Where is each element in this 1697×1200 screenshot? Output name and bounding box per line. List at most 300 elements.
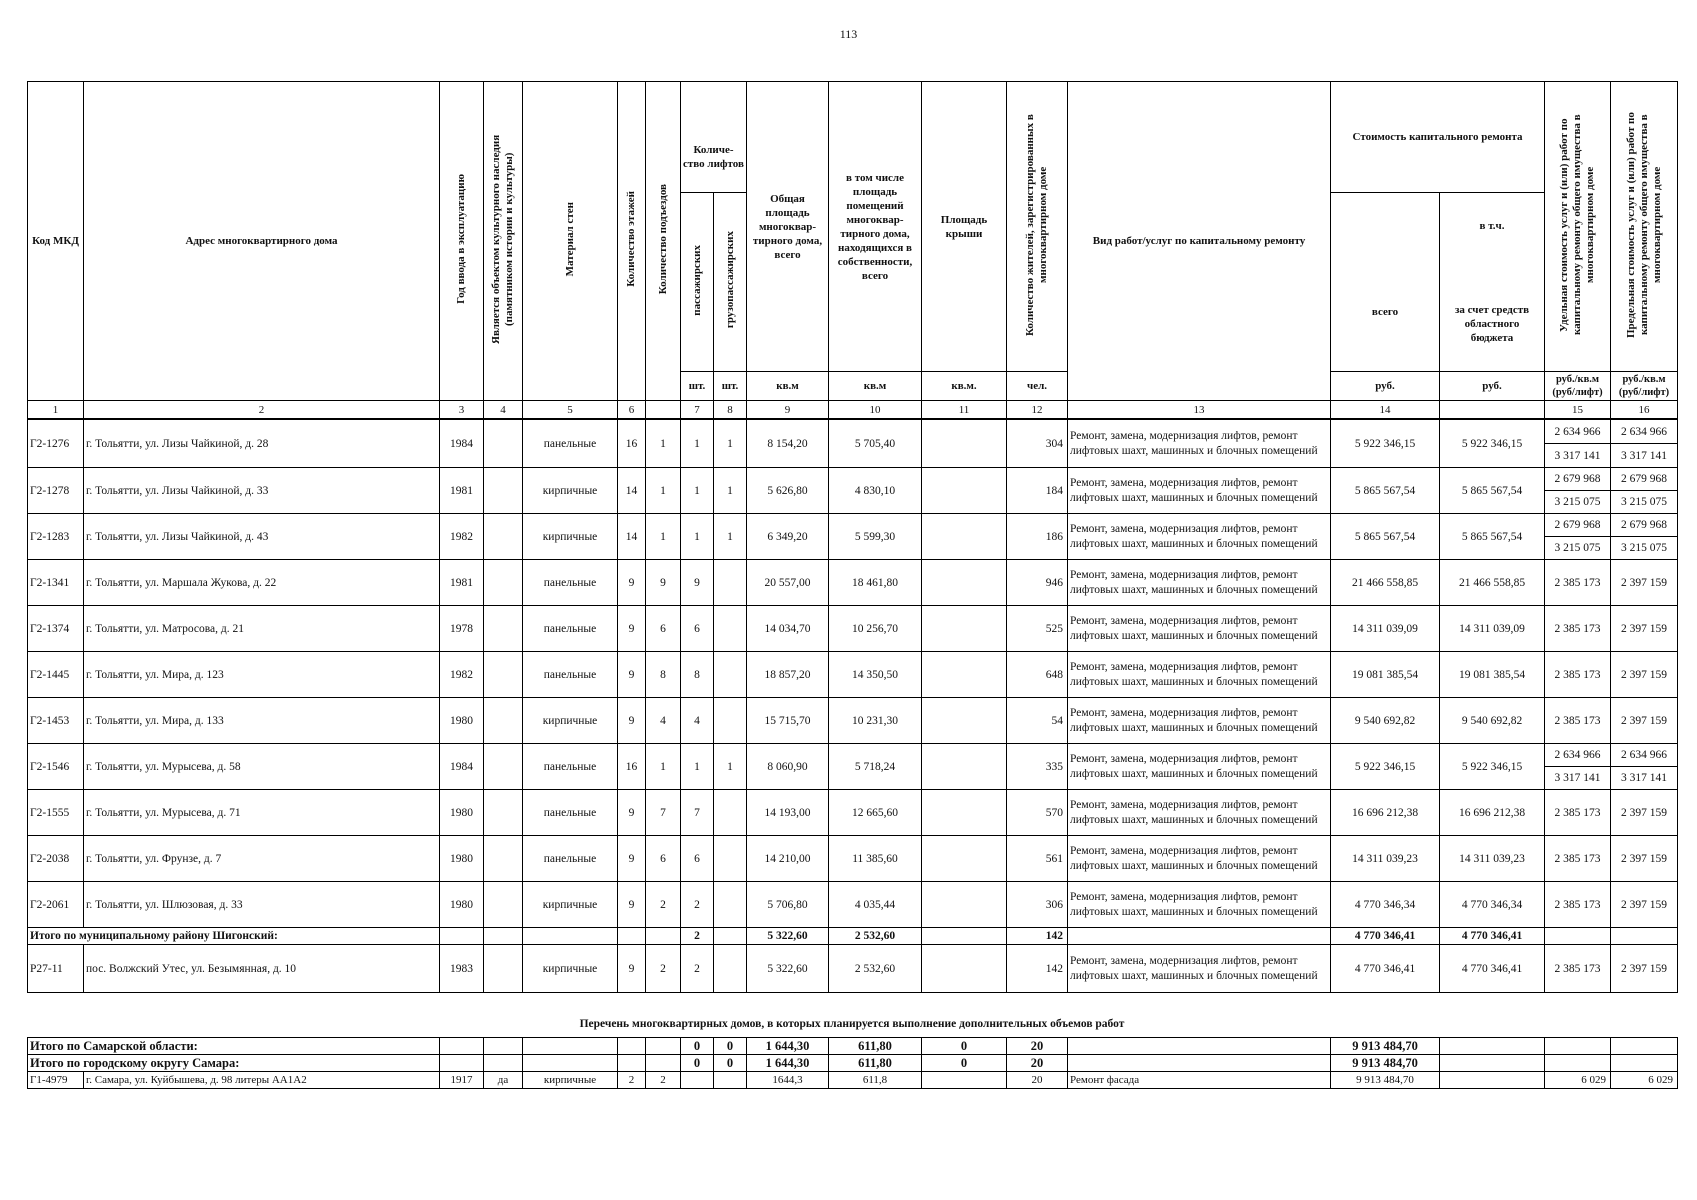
cell-total-area: 8 154,20: [747, 419, 829, 468]
cell-passenger-lifts: 6: [681, 836, 714, 882]
cell-freight-lifts: 1: [714, 468, 747, 514]
cell-residents: 570: [1007, 790, 1068, 836]
cell-work-type: Ремонт, замена, модернизация лифтов, ремонт лифтовых шахт, машинных и блочных помещений: [1068, 468, 1331, 514]
cell-owned-area: 4 830,10: [829, 468, 922, 514]
empty-cell: [1068, 928, 1331, 945]
cell-work-type: Ремонт, замена, модернизация лифтов, ремонт лифтовых шахт, машинных и блочных помещений: [1068, 514, 1331, 560]
total-label: Итого по городскому округу Самара:: [28, 1055, 440, 1072]
cell-passenger-lifts: 1: [681, 744, 714, 790]
column-number: 5: [523, 401, 618, 420]
column-number: 16: [1611, 401, 1678, 420]
cell-wall: кирпичные: [523, 945, 618, 993]
header-entrances: Количество подъездов: [646, 82, 681, 401]
cell-code: Г2-1283: [28, 514, 84, 560]
subtotal-total: 4 770 346,41: [1331, 928, 1440, 945]
total-residents: 20: [1007, 1038, 1068, 1055]
cell-entrances: 2: [646, 882, 681, 928]
cell-freight-lifts: [714, 945, 747, 993]
total-freight: 0: [714, 1055, 747, 1072]
cell-roof-area: [922, 698, 1007, 744]
cell-wall: панельные: [523, 744, 618, 790]
cell-limit-cost: 2 397 159: [1611, 606, 1678, 652]
cell-heritage: [484, 744, 523, 790]
empty-cell: [646, 928, 681, 945]
cell-heritage: да: [484, 1072, 523, 1089]
header-residents: Количество жителей, зарегистрированных в многоквартирном доме: [1007, 82, 1068, 372]
header-heritage: Является объектом культурного наследия (памятником истории и культуры): [484, 82, 523, 401]
cell-regional-cost: 9 540 692,82: [1440, 698, 1545, 744]
column-number: 12: [1007, 401, 1068, 420]
cell-total-cost: 14 311 039,09: [1331, 606, 1440, 652]
empty-cell: [523, 928, 618, 945]
cell-total-cost: 21 466 558,85: [1331, 560, 1440, 606]
cell-total-cost: 14 311 039,23: [1331, 836, 1440, 882]
column-number: 11: [922, 401, 1007, 420]
cell-code: Г2-1546: [28, 744, 84, 790]
empty-cell: [440, 928, 484, 945]
cell-floors: 9: [618, 606, 646, 652]
cell-residents: 186: [1007, 514, 1068, 560]
cell-work-type: Ремонт, замена, модернизация лифтов, ремонт лифтовых шахт, машинных и блочных помещений: [1068, 882, 1331, 928]
table-row: [28, 790, 1678, 836]
cell-total-area: 14 210,00: [747, 836, 829, 882]
cell-unit-cost: 2 385 173: [1545, 606, 1611, 652]
cell-year: 1980: [440, 790, 484, 836]
cell-address: г. Тольятти, ул. Матросова, д. 21: [84, 606, 440, 652]
table-row: [28, 945, 1678, 993]
table-row: [28, 836, 1678, 882]
header-incl: в т.ч.: [1479, 220, 1505, 232]
cell-work-type: Ремонт, замена, модернизация лифтов, ремонт лифтовых шахт, машинных и блочных помещений: [1068, 652, 1331, 698]
header-lifts: Количе-ство лифтов: [681, 82, 747, 193]
cell-floors: 9: [618, 790, 646, 836]
table-body: [28, 419, 1678, 993]
column-number: 8: [714, 401, 747, 420]
cell-limit-cost: 2 397 159: [1611, 698, 1678, 744]
total-region-row: [28, 1038, 1678, 1055]
header-cost: Стоимость капитального ремонта: [1331, 82, 1545, 193]
header-unit-cost: Удельная стоимость услуг и (или) работ по капитальному ремонту общего имущества в многоквартирном доме: [1545, 82, 1611, 372]
header-owned-area: в том числе площадь помещений многоквар-тирного дома, находящихся в собственности, всего: [829, 82, 922, 372]
cell-address: г. Тольятти, ул. Мира, д. 123: [84, 652, 440, 698]
subtotal-residents: 142: [1007, 928, 1068, 945]
table-row: [28, 468, 1678, 491]
cell-total-area: 20 557,00: [747, 560, 829, 606]
cell-year: 1980: [440, 882, 484, 928]
cell-total-cost: 5 922 346,15: [1331, 419, 1440, 468]
cell-wall: панельные: [523, 790, 618, 836]
cell-total-area: 15 715,70: [747, 698, 829, 744]
table-row: [28, 606, 1678, 652]
table-row: [28, 698, 1678, 744]
cell-regional-cost: 19 081 385,54: [1440, 652, 1545, 698]
subtotal-regional: 4 770 346,41: [1440, 928, 1545, 945]
cell-residents: 648: [1007, 652, 1068, 698]
column-number: 3: [440, 401, 484, 420]
cell-owned-area: 2 532,60: [829, 945, 922, 993]
cell-code: Г2-1453: [28, 698, 84, 744]
cell-code: Г2-1341: [28, 560, 84, 606]
header-roof-area: Площадь крыши: [922, 82, 1007, 372]
cell-unit-cost: 3 317 141: [1545, 767, 1611, 790]
total-pass: 0: [681, 1038, 714, 1055]
cell-roof-area: [922, 468, 1007, 514]
cell-address: г. Тольятти, ул. Маршала Жукова, д. 22: [84, 560, 440, 606]
cell-heritage: [484, 698, 523, 744]
cell-floors: 14: [618, 514, 646, 560]
cell-regional-cost: 5 922 346,15: [1440, 419, 1545, 468]
table-row: [28, 744, 1678, 767]
cell-floors: 9: [618, 698, 646, 744]
cell-roof-area: [922, 514, 1007, 560]
total-area-own: 611,80: [829, 1055, 922, 1072]
cell-heritage: [484, 945, 523, 993]
cell-regional-cost: 5 865 567,54: [1440, 468, 1545, 514]
cell-limit-cost: 3 215 075: [1611, 537, 1678, 560]
cell-unit-cost: 2 679 968: [1545, 468, 1611, 491]
cell-entrances: 7: [646, 790, 681, 836]
empty-cell: [922, 928, 1007, 945]
header-wall-material: Материал стен: [523, 82, 618, 401]
cell-entrances: 4: [646, 698, 681, 744]
unit-m2: кв.м: [829, 372, 922, 401]
column-number: 6: [618, 401, 646, 420]
cell-total-area: 6 349,20: [747, 514, 829, 560]
cell-code: Г2-1278: [28, 468, 84, 514]
cell-residents: 184: [1007, 468, 1068, 514]
cell-owned-area: 12 665,60: [829, 790, 922, 836]
total-roof: 0: [922, 1038, 1007, 1055]
cell-heritage: [484, 790, 523, 836]
cell-freight-lifts: [714, 652, 747, 698]
cell-regional-cost: 4 770 346,34: [1440, 882, 1545, 928]
cell-total-cost: 19 081 385,54: [1331, 652, 1440, 698]
cell-total-cost: 5 922 346,15: [1331, 744, 1440, 790]
cell-code: Г2-2061: [28, 882, 84, 928]
empty-cell: [618, 928, 646, 945]
cell-passenger-lifts: 6: [681, 606, 714, 652]
cell-code: Г2-1374: [28, 606, 84, 652]
empty-cell: [1611, 928, 1678, 945]
cell-address: пос. Волжский Утес, ул. Безымянная, д. 10: [84, 945, 440, 993]
cell-floors: 9: [618, 652, 646, 698]
cell-year: 1917: [440, 1072, 484, 1089]
empty-cell: [1545, 928, 1611, 945]
total-area: 1 644,30: [747, 1055, 829, 1072]
column-number: 7: [681, 401, 714, 420]
header-address: Адрес многоквартирного дома: [84, 82, 440, 401]
header-work-type: Вид работ/услуг по капитальному ремонту: [1068, 82, 1331, 401]
cell-total-area: 5 706,80: [747, 882, 829, 928]
subtotal-row: [28, 928, 1678, 945]
cell-work-type: Ремонт, замена, модернизация лифтов, ремонт лифтовых шахт, машинных и блочных помещений: [1068, 744, 1331, 790]
cell-roof-area: [922, 945, 1007, 993]
unit-rub: руб.: [1440, 372, 1545, 401]
total-city-row: [28, 1055, 1678, 1072]
cell-freight-lifts: [714, 560, 747, 606]
cell-work-type: Ремонт, замена, модернизация лифтов, ремонт лифтовых шахт, машинных и блочных помещений: [1068, 560, 1331, 606]
cell-unit-cost: 3 215 075: [1545, 537, 1611, 560]
cell-residents: 54: [1007, 698, 1068, 744]
cell-owned-area: 10 256,70: [829, 606, 922, 652]
cell-passenger-lifts: 8: [681, 652, 714, 698]
unit-m2: кв.м: [747, 372, 829, 401]
cell-floors: 9: [618, 882, 646, 928]
cell-floors: 9: [618, 945, 646, 993]
column-number: 1: [28, 401, 84, 420]
cell-entrances: 8: [646, 652, 681, 698]
cell-year: 1980: [440, 836, 484, 882]
cell-passenger-lifts: 2: [681, 945, 714, 993]
cell-owned-area: 4 035,44: [829, 882, 922, 928]
cell-wall: кирпичные: [523, 468, 618, 514]
total-area: 1 644,30: [747, 1038, 829, 1055]
cell-regional-cost: 14 311 039,23: [1440, 836, 1545, 882]
cell-limit-cost: 2 397 159: [1611, 882, 1678, 928]
header-regional: за счет средств областного бюджета: [1454, 304, 1530, 344]
cell-residents: 20: [1007, 1072, 1068, 1089]
cell-wall: панельные: [523, 419, 618, 468]
cell-heritage: [484, 560, 523, 606]
cell-address: г. Тольятти, ул. Мира, д. 133: [84, 698, 440, 744]
cell-entrances: 1: [646, 468, 681, 514]
cell-unit-cost: 2 679 968: [1545, 514, 1611, 537]
cell-freight-lifts: [714, 836, 747, 882]
cell-passenger-lifts: 2: [681, 882, 714, 928]
cell-address: г. Тольятти, ул. Лизы Чайкиной, д. 33: [84, 468, 440, 514]
cell-work-type: Ремонт, замена, модернизация лифтов, ремонт лифтовых шахт, машинных и блочных помещений: [1068, 698, 1331, 744]
cell-limit-cost: 2 397 159: [1611, 790, 1678, 836]
cell-passenger-lifts: 1: [681, 419, 714, 468]
total-roof: 0: [922, 1055, 1007, 1072]
cell-total-area: 18 857,20: [747, 652, 829, 698]
cell-regional-cost: 5 922 346,15: [1440, 744, 1545, 790]
table-row: [28, 514, 1678, 537]
header-passenger: пассажирских: [681, 193, 714, 372]
table-row: [28, 652, 1678, 698]
cell-entrances: 6: [646, 606, 681, 652]
cell-entrances: 6: [646, 836, 681, 882]
column-number: [1440, 401, 1545, 420]
cell-address: г. Тольятти, ул. Лизы Чайкиной, д. 28: [84, 419, 440, 468]
cell-limit-cost: 2 679 968: [1611, 468, 1678, 491]
header-cost-total: всего: [1331, 193, 1440, 372]
cell-regional-cost: 14 311 039,09: [1440, 606, 1545, 652]
cell-unit-cost: 3 317 141: [1545, 444, 1611, 468]
cell-freight-lifts: [714, 606, 747, 652]
cell-entrances: 1: [646, 744, 681, 790]
cell-unit-cost: 6 029: [1545, 1072, 1611, 1089]
subtotal-pass: 2: [681, 928, 714, 945]
cell-roof-area: [922, 744, 1007, 790]
total-residents: 20: [1007, 1055, 1068, 1072]
cell-entrances: 2: [646, 945, 681, 993]
cell-work-type: Ремонт, замена, модернизация лифтов, ремонт лифтовых шахт, машинных и блочных помещений: [1068, 790, 1331, 836]
cell-wall: кирпичные: [523, 1072, 618, 1089]
cell-year: 1984: [440, 419, 484, 468]
cell-heritage: [484, 652, 523, 698]
cell-total: 9 913 484,70: [1331, 1072, 1440, 1089]
cell-limit-cost: 3 317 141: [1611, 444, 1678, 468]
cell-wall: панельные: [523, 836, 618, 882]
column-number: [646, 401, 681, 420]
unit-m2: кв.м.: [922, 372, 1007, 401]
cell-roof-area: [922, 560, 1007, 606]
cell-year: 1978: [440, 606, 484, 652]
cell-regional-cost: 16 696 212,38: [1440, 790, 1545, 836]
cell-address: г. Тольятти, ул. Мурысева, д. 71: [84, 790, 440, 836]
cell-roof-area: [922, 882, 1007, 928]
empty-cell: [484, 928, 523, 945]
cell-total-cost: 5 865 567,54: [1331, 514, 1440, 560]
cell-residents: 304: [1007, 419, 1068, 468]
unit-pcs: шт.: [681, 372, 714, 401]
cell-wall: кирпичные: [523, 514, 618, 560]
cell-entrances: 2: [646, 1072, 681, 1089]
column-number: 15: [1545, 401, 1611, 420]
cell-limit-cost: 3 215 075: [1611, 491, 1678, 514]
cell-wall: кирпичные: [523, 882, 618, 928]
cell-owned-area: 14 350,50: [829, 652, 922, 698]
cell-owned-area: 10 231,30: [829, 698, 922, 744]
column-number: 4: [484, 401, 523, 420]
cell-limit-cost: 2 397 159: [1611, 652, 1678, 698]
cell-floors: 16: [618, 419, 646, 468]
column-number: 14: [1331, 401, 1440, 420]
cell-total-area: 5 626,80: [747, 468, 829, 514]
cell-freight-lifts: [714, 790, 747, 836]
cell-roof-area: [922, 836, 1007, 882]
cell-code: Г2-2038: [28, 836, 84, 882]
cell-residents: 946: [1007, 560, 1068, 606]
table-row: [28, 560, 1678, 606]
cell-unit-cost: 2 385 173: [1545, 790, 1611, 836]
cell-unit-cost: 2 385 173: [1545, 698, 1611, 744]
cell-work-type: Ремонт, замена, модернизация лифтов, ремонт лифтовых шахт, машинных и блочных помещений: [1068, 945, 1331, 993]
cell-heritage: [484, 514, 523, 560]
table-row: [28, 882, 1678, 928]
cell-unit-cost: 2 385 173: [1545, 836, 1611, 882]
cell-limit-cost: 2 397 159: [1611, 836, 1678, 882]
cell-floors: 2: [618, 1072, 646, 1089]
cell-heritage: [484, 882, 523, 928]
cell-residents: 306: [1007, 882, 1068, 928]
cell-freight-lifts: 1: [714, 744, 747, 790]
cell-residents: 335: [1007, 744, 1068, 790]
column-number: 9: [747, 401, 829, 420]
subtotal-area-own: 2 532,60: [829, 928, 922, 945]
cell-unit-cost: 2 385 173: [1545, 882, 1611, 928]
cell-wall: панельные: [523, 560, 618, 606]
cell-work-type: Ремонт, замена, модернизация лифтов, ремонт лифтовых шахт, машинных и блочных помещений: [1068, 836, 1331, 882]
cell-wall: кирпичные: [523, 698, 618, 744]
cell-area-own: 611,8: [829, 1072, 922, 1089]
cell-roof-area: [922, 419, 1007, 468]
column-number-row: [28, 401, 1678, 420]
cell-unit-cost: 3 215 075: [1545, 491, 1611, 514]
cell-code: Г2-1445: [28, 652, 84, 698]
cell-limit-cost: 6 029: [1611, 1072, 1678, 1089]
cell-owned-area: 5 599,30: [829, 514, 922, 560]
header-cost-regional: [1440, 193, 1545, 372]
cell-heritage: [484, 606, 523, 652]
header-floors: Количество этажей: [618, 82, 646, 401]
table-row: [28, 419, 1678, 444]
page-number: 113: [839, 27, 858, 41]
cell-total-area: 5 322,60: [747, 945, 829, 993]
cell-freight-lifts: 1: [714, 419, 747, 468]
cell-passenger-lifts: 9: [681, 560, 714, 606]
cell-unit-cost: 2 385 173: [1545, 652, 1611, 698]
cell-unit-cost: 2 634 966: [1545, 419, 1611, 444]
cell-passenger-lifts: 4: [681, 698, 714, 744]
cell-work: Ремонт фасада: [1068, 1072, 1331, 1089]
cell-regional-cost: 5 865 567,54: [1440, 514, 1545, 560]
cell-heritage: [484, 836, 523, 882]
cell-passenger-lifts: 1: [681, 468, 714, 514]
header-freight: грузопассажирских: [714, 193, 747, 372]
additional-works-table: [27, 1037, 1678, 1089]
cell-year: 1982: [440, 652, 484, 698]
header-limit-cost: Предельная стоимость услуг и (или) работ по капитальному ремонту общего имущества в многоквартирном доме: [1611, 82, 1678, 372]
cell-limit-cost: 3 317 141: [1611, 767, 1678, 790]
cell-address: г. Тольятти, ул. Мурысева, д. 58: [84, 744, 440, 790]
cell-wall: панельные: [523, 606, 618, 652]
cell-regional-cost: 21 466 558,85: [1440, 560, 1545, 606]
column-number: 13: [1068, 401, 1331, 420]
cell-year: 1984: [440, 744, 484, 790]
cell-residents: 525: [1007, 606, 1068, 652]
cell-regional-cost: 4 770 346,41: [1440, 945, 1545, 993]
cell-roof-area: [922, 790, 1007, 836]
total-label: Итого по Самарской области:: [28, 1038, 440, 1055]
header-year: Год ввода в эксплуатацию: [440, 82, 484, 401]
cell-entrances: 9: [646, 560, 681, 606]
cell-floors: 9: [618, 836, 646, 882]
table-row: [28, 1072, 1678, 1089]
total-area-own: 611,80: [829, 1038, 922, 1055]
cell-area: 1644,3: [747, 1072, 829, 1089]
cell-freight-lifts: [714, 882, 747, 928]
cell-address: г. Тольятти, ул. Лизы Чайкиной, д. 43: [84, 514, 440, 560]
cell-total-area: 8 060,90: [747, 744, 829, 790]
cell-unit-cost: 2 385 173: [1545, 945, 1611, 993]
cell-limit-cost: 2 397 159: [1611, 945, 1678, 993]
cell-heritage: [484, 419, 523, 468]
column-number: 2: [84, 401, 440, 420]
cell-unit-cost: 2 634 966: [1545, 744, 1611, 767]
header-total-area: Общая площадь многоквар-тирного дома, всего: [747, 82, 829, 372]
cell-passenger-lifts: 1: [681, 514, 714, 560]
unit-pcs: шт.: [714, 372, 747, 401]
cell-year: 1982: [440, 514, 484, 560]
total-cost: 9 913 484,70: [1331, 1055, 1440, 1072]
cell-year: 1981: [440, 560, 484, 606]
cell-owned-area: 5 705,40: [829, 419, 922, 468]
header-code: Код МКД: [28, 82, 84, 401]
empty-cell: [714, 928, 747, 945]
cell-year: 1980: [440, 698, 484, 744]
unit-rub-per-m2: руб./кв.м (руб/лифт): [1545, 372, 1611, 401]
cell-year: 1981: [440, 468, 484, 514]
cell-total-cost: 9 540 692,82: [1331, 698, 1440, 744]
cell-total-cost: 4 770 346,41: [1331, 945, 1440, 993]
cell-owned-area: 18 461,80: [829, 560, 922, 606]
cell-code: Г1-4979: [28, 1072, 84, 1089]
cell-floors: 16: [618, 744, 646, 790]
cell-freight-lifts: [714, 698, 747, 744]
cell-floors: 14: [618, 468, 646, 514]
